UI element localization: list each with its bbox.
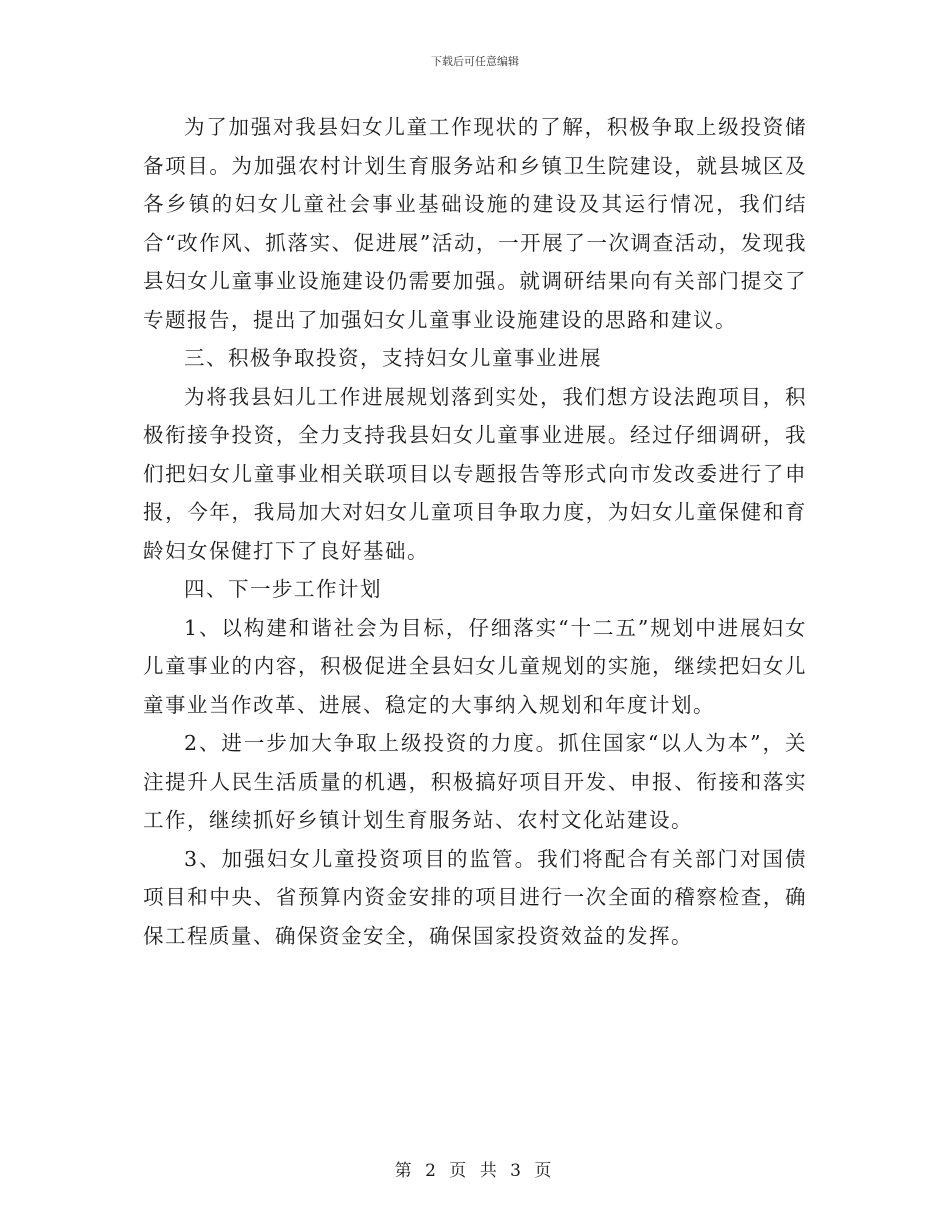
paragraph-investigation: 为了加强对我县妇女儿童工作现状的了解，积极争取上级投资储备项目。为加强农村计划生育服务站和乡镇卫生院建设，就县城区及各乡镇的妇女儿童社会事业基础设施的建设及其运行情况，我们结合“改作风、抓落实、促进展”活动，一开展了一次调查活动，发现我县妇女儿童事业设施建设仍需要加强。就调研结果向有关部门提交了专题报告，提出了加强妇女儿童事业设施建设的思路和建议。 bbox=[143, 115, 807, 332]
plan-item-2: 2、进一步加大争取上级投资的力度。抓住国家“以人为本”，关注提升人民生活质量的机遇，积极搞好项目开发、申报、衔接和落实工作，继续抓好乡镇计划生育服务站、农村文化站建设。 bbox=[143, 731, 807, 832]
plan-item-1: 1、以构建和谐社会为目标，仔细落实“十二五”规划中进展妇女儿童事业的内容，积极促进全县妇女儿童规划的实施，继续把妇女儿童事业当作改革、进展、稳定的大事纳入规划和年度计划。 bbox=[143, 615, 807, 717]
paragraph-investment: 为将我县妇儿工作进展规划落到实处，我们想方设法跑项目，积极衔接争投资，全力支持我县妇女儿童事业进展。经过仔细调研，我们把妇女儿童事业相关联项目以专题报告等形式向市发改委进行了申报，今年，我局加大对妇女儿童项目争取力度，为妇女儿童保健和育龄妇女保健打下了良好基础。 bbox=[143, 384, 807, 563]
page-header: 下载后可任意编辑 bbox=[431, 55, 519, 68]
section-heading-4: 四、下一步工作计划 bbox=[184, 577, 382, 601]
page-number-footer: 第 2 页 共 3 页 bbox=[394, 1161, 556, 1181]
plan-item-3: 3、加强妇女儿童投资项目的监管。我们将配合有关部门对国债项目和中央、省预算内资金安排的项目进行一次全面的稽察检查，确保工程质量、确保资金安全，确保国家投资效益的发挥。 bbox=[143, 846, 807, 948]
section-heading-3: 三、积极争取投资，支持妇女儿童事业进展 bbox=[184, 346, 602, 370]
document-body bbox=[143, 108, 807, 955]
